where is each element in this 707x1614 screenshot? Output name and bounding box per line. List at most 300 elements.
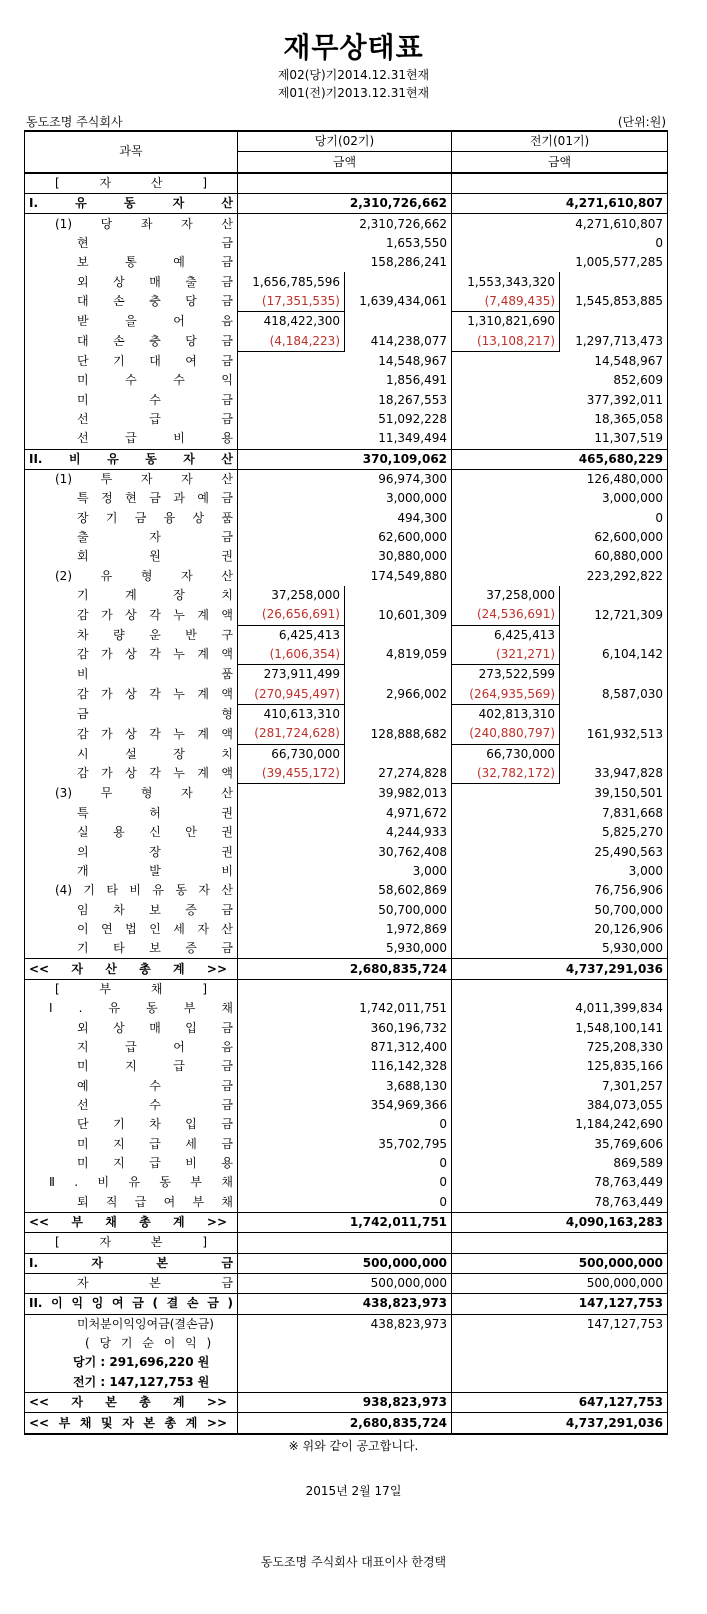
table-row [25,823,668,842]
amount-prior-cell: 4,271,610,807 [560,194,668,214]
amount-current-cell [238,547,345,566]
amount-prior-cell: 1,184,242,690 [560,1115,668,1134]
account-label: 기 타 보 증 금 [25,939,238,959]
amount-current-cell [345,665,452,685]
table-row [25,253,668,272]
table-row [25,1135,668,1154]
amount-current-cell [238,920,345,939]
amount-current-cell: 62,600,000 [345,528,452,547]
balance-sheet-table [24,130,668,1435]
table-row [25,586,668,605]
amount-current-cell: 871,312,400 [345,1038,452,1057]
amount-prior-cell [452,1393,560,1413]
amount-current-cell [345,625,452,645]
table-row [25,429,668,449]
amount-prior-cell: 3,000 [560,862,668,881]
account-label: 단 기 대 여 금 [25,351,238,371]
amount-prior-cell [452,429,560,449]
account-label: << 자 본 총 계 >> [25,1393,238,1413]
table-row [25,881,668,900]
amount-current-cell [238,900,345,919]
period-current: 제02(당)기2014.12.31현재 [277,68,430,82]
account-label: 실 용 신 안 권 [25,823,238,842]
amount-current-cell [238,1273,345,1293]
header-current: 당기(02기) [238,131,452,152]
amount-current-cell: 410,613,310 [238,704,345,724]
amount-prior-cell: 76,756,906 [560,881,668,900]
table-row [25,1018,668,1037]
amount-current-cell: 1,653,550 [345,234,452,253]
account-label: 출 자 금 [25,528,238,547]
date-text: 2015년 2월 17일 [305,1484,402,1498]
table-row [25,900,668,919]
table-row [25,567,668,586]
amount-current-cell [238,1353,345,1372]
account-label: 시 설 장 치 [25,744,238,764]
amount-current-cell: 3,000 [345,862,452,881]
amount-prior-cell: 60,880,000 [560,547,668,566]
account-label: 기 계 장 치 [25,586,238,605]
amount-current-cell: 2,680,835,724 [345,959,452,979]
amount-prior-cell: 1,553,343,320 [452,272,560,291]
table-row [25,842,668,861]
table-row [25,784,668,804]
amount-current-cell: (281,724,628) [238,724,345,744]
amount-current-cell: 500,000,000 [345,1253,452,1273]
amount-prior-cell: 25,490,563 [560,842,668,861]
table-row [25,724,668,744]
amount-current-cell: 96,974,300 [345,469,452,489]
amount-prior-cell [452,862,560,881]
table-row [25,1096,668,1115]
account-label: 선 급 금 [25,410,238,429]
account-label: 개 발 비 [25,862,238,881]
table-row [25,1373,668,1393]
amount-prior-cell: 35,769,606 [560,1135,668,1154]
amount-prior-cell: (7,489,435) [452,292,560,312]
amount-current-cell [238,1077,345,1096]
amount-prior-cell [452,509,560,528]
amount-current-cell [345,586,452,605]
amount-prior-cell [560,272,668,291]
table-row [25,331,668,351]
amount-prior-cell [452,173,560,194]
amount-prior-cell [560,1233,668,1253]
amount-current-cell: 1,639,434,061 [345,292,452,312]
amount-current-cell [238,567,345,586]
amount-current-cell [238,173,345,194]
account-label: 감 가 상 각 누 계 액 [25,685,238,705]
amount-current-cell [238,842,345,861]
amount-current-cell [345,704,452,724]
table-row [25,1057,668,1076]
amount-prior-cell [452,1173,560,1192]
table-row [25,509,668,528]
amount-prior-cell: 147,127,753 [560,1314,668,1334]
company-name: 동도조명 주식회사 [26,115,123,129]
account-label: 외 상 매 출 금 [25,272,238,291]
account-label: 특 허 권 [25,804,238,823]
amount-current-cell: (1,606,354) [238,645,345,665]
amount-prior-cell: 20,126,906 [560,920,668,939]
amount-prior-cell: 6,104,142 [560,645,668,665]
amount-current-cell [238,371,345,390]
amount-current-cell: 3,688,130 [345,1077,452,1096]
amount-current-cell: 1,972,869 [345,920,452,939]
amount-current-cell: 2,310,726,662 [345,214,452,234]
amount-current-cell [238,804,345,823]
account-label: II. 비 유 동 자 산 [25,449,238,469]
amount-prior-cell: 1,005,577,285 [560,253,668,272]
amount-prior-cell: 33,947,828 [560,764,668,784]
amount-current-cell [238,1018,345,1037]
amount-current-cell [238,1373,345,1393]
table-row [25,1393,668,1413]
table-row [25,234,668,253]
amount-prior-cell [452,939,560,959]
amount-prior-cell [452,390,560,409]
account-label: << 부 채 및 자 본 총 계 >> [25,1413,238,1434]
amount-prior-cell [452,351,560,371]
table-row [25,173,668,194]
amount-prior-cell: 4,737,291,036 [560,1413,668,1434]
amount-current-cell: 494,300 [345,509,452,528]
amount-prior-cell [452,920,560,939]
amount-prior-cell [560,312,668,332]
table-row [25,1154,668,1173]
header-amount-current: 금액 [238,152,452,173]
amount-prior-cell [452,1115,560,1134]
amount-current-cell: 30,880,000 [345,547,452,566]
amount-current-cell [238,784,345,804]
amount-current-cell [238,429,345,449]
amount-prior-cell: 3,000,000 [560,489,668,508]
table-row [25,469,668,489]
amount-current-cell: 27,274,828 [345,764,452,784]
amount-current-cell: 4,971,672 [345,804,452,823]
amount-current-cell [238,253,345,272]
table-row [25,272,668,291]
amount-prior-cell: 500,000,000 [560,1273,668,1293]
account-label: 이 연 법 인 세 자 산 [25,920,238,939]
amount-prior-cell: 161,932,513 [560,724,668,744]
amount-prior-cell [452,567,560,586]
period-prior: 제01(전)기2013.12.31현재 [277,86,430,100]
table-row [25,959,668,979]
amount-prior-cell [560,1353,668,1372]
amount-current-cell [238,1096,345,1115]
account-label: (1) 투 자 자 산 [25,469,238,489]
amount-prior-cell: 126,480,000 [560,469,668,489]
amount-prior-cell: 78,763,449 [560,1173,668,1192]
account-label: (4) 기 타 비 유 동 자 산 [25,881,238,900]
amount-current-cell: 11,349,494 [345,429,452,449]
amount-prior-cell [452,1077,560,1096]
amount-current-cell: 30,762,408 [345,842,452,861]
amount-current-cell [345,979,452,999]
amount-current-cell: 1,742,011,751 [345,999,452,1018]
amount-prior-cell: 6,425,413 [452,625,560,645]
amount-prior-cell: 8,587,030 [560,685,668,705]
amount-current-cell: 500,000,000 [345,1273,452,1293]
amount-prior-cell: 1,297,713,473 [560,331,668,351]
account-label: 회 원 권 [25,547,238,566]
amount-prior-cell: 4,090,163,283 [560,1212,668,1232]
amount-current-cell [238,1334,345,1353]
table-row [25,489,668,508]
amount-current-cell: 354,969,366 [345,1096,452,1115]
amount-prior-cell: 50,700,000 [560,900,668,919]
account-label: 대 손 충 당 금 [25,331,238,351]
amount-prior-cell [452,804,560,823]
amount-current-cell: 128,888,682 [345,724,452,744]
amount-prior-cell [560,704,668,724]
amount-prior-cell: 7,301,257 [560,1077,668,1096]
amount-current-cell [238,1115,345,1134]
amount-current-cell: 58,602,869 [345,881,452,900]
amount-current-cell [238,1135,345,1154]
amount-prior-cell [452,1057,560,1076]
amount-current-cell [238,1154,345,1173]
amount-current-cell: (26,656,691) [238,605,345,625]
table-row [25,1294,668,1314]
account-label: 미 수 금 [25,390,238,409]
amount-current-cell: 360,196,732 [345,1018,452,1037]
amount-current-cell [238,1413,345,1434]
amount-prior-cell: (264,935,569) [452,685,560,705]
account-label: Ⅰ . 유 동 부 채 [25,999,238,1018]
amount-current-cell: 938,823,973 [345,1393,452,1413]
amount-current-cell: 5,930,000 [345,939,452,959]
amount-prior-cell: 5,930,000 [560,939,668,959]
amount-prior-cell: 0 [560,509,668,528]
amount-current-cell [238,881,345,900]
table-row [25,1038,668,1057]
amount-prior-cell [452,1253,560,1273]
amount-prior-cell [560,1334,668,1353]
table-row [25,1077,668,1096]
amount-prior-cell: 273,522,599 [452,665,560,685]
amount-current-cell: 66,730,000 [238,744,345,764]
amount-current-cell [238,1253,345,1273]
table-row [25,528,668,547]
amount-current-cell: 4,819,059 [345,645,452,665]
table-row [25,390,668,409]
amount-prior-cell [452,528,560,547]
amount-prior-cell: 1,310,821,690 [452,312,560,332]
amount-current-cell [238,509,345,528]
table-row [25,351,668,371]
amount-current-cell [345,1233,452,1253]
amount-prior-cell: 402,813,310 [452,704,560,724]
amount-prior-cell [452,449,560,469]
amount-prior-cell [452,410,560,429]
amount-prior-cell: 66,730,000 [452,744,560,764]
amount-prior-cell: 384,073,055 [560,1096,668,1115]
table-row [25,1193,668,1213]
amount-prior-cell: 12,721,309 [560,605,668,625]
amount-prior-cell: 465,680,229 [560,449,668,469]
amount-current-cell: (17,351,535) [238,292,345,312]
account-label: 장 기 금 융 상 품 [25,509,238,528]
amount-current-cell [238,862,345,881]
account-label: II. 이 익 잉 여 금 ( 결 손 금 ) [25,1294,238,1314]
amount-current-cell: 0 [345,1154,452,1173]
amount-current-cell: 50,700,000 [345,900,452,919]
amount-current-cell: 14,548,967 [345,351,452,371]
amount-prior-cell [452,547,560,566]
amount-prior-cell [452,214,560,234]
account-label: 미 수 수 익 [25,371,238,390]
account-label: I. 자 본 금 [25,1253,238,1273]
account-label: << 자 산 총 계 >> [25,959,238,979]
amount-current-cell [238,528,345,547]
amount-prior-cell: 852,609 [560,371,668,390]
amount-prior-cell [560,665,668,685]
amount-current-cell: 438,823,973 [345,1294,452,1314]
account-label: [ 자 산 ] [25,173,238,194]
account-label: 자 본 금 [25,1273,238,1293]
amount-prior-cell: 1,548,100,141 [560,1018,668,1037]
amount-current-cell: 438,823,973 [345,1314,452,1334]
amount-current-cell [238,979,345,999]
table-row [25,449,668,469]
amount-prior-cell: 147,127,753 [560,1294,668,1314]
amount-prior-cell: 5,825,270 [560,823,668,842]
account-label: 단 기 차 입 금 [25,1115,238,1134]
amount-current-cell: 37,258,000 [238,586,345,605]
amount-current-cell: 158,286,241 [345,253,452,272]
amount-prior-cell [452,1233,560,1253]
page-title: 재무상태표 [283,31,424,64]
amount-current-cell: 0 [345,1193,452,1213]
amount-current-cell [238,449,345,469]
amount-current-cell: 1,742,011,751 [345,1212,452,1232]
amount-prior-cell [452,1373,560,1393]
account-label: << 부 채 총 계 >> [25,1212,238,1232]
amount-current-cell: 35,702,795 [345,1135,452,1154]
amount-prior-cell [452,234,560,253]
account-label: 지 급 어 음 [25,1038,238,1057]
amount-prior-cell: (32,782,172) [452,764,560,784]
account-label: 감 가 상 각 누 계 액 [25,764,238,784]
table-row [25,1212,668,1232]
amount-prior-cell [452,999,560,1018]
table-row [25,665,668,685]
amount-prior-cell [452,979,560,999]
table-row [25,744,668,764]
account-label: I. 유 동 자 산 [25,194,238,214]
amount-current-cell: 2,310,726,662 [345,194,452,214]
amount-current-cell: 1,656,785,596 [238,272,345,291]
amount-prior-cell: 78,763,449 [560,1193,668,1213]
amount-prior-cell: 37,258,000 [452,586,560,605]
amount-prior-cell [452,1135,560,1154]
amount-prior-cell [560,173,668,194]
header-amount-prior: 금액 [452,152,668,173]
amount-current-cell: 0 [345,1173,452,1192]
amount-prior-cell [452,1273,560,1293]
table-row [25,804,668,823]
amount-current-cell: 4,244,933 [345,823,452,842]
account-label: 감 가 상 각 누 계 액 [25,645,238,665]
account-label: 특 정 현 금 과 예 금 [25,489,238,508]
amount-prior-cell: 500,000,000 [560,1253,668,1273]
amount-prior-cell: 11,307,519 [560,429,668,449]
amount-prior-cell [452,1294,560,1314]
header-prior: 전기(01기) [452,131,668,152]
unit-label: (단위:원) [617,115,666,129]
account-label: 받 을 어 음 [25,312,238,332]
amount-current-cell [238,194,345,214]
account-label: [ 부 채 ] [25,979,238,999]
amount-current-cell: 370,109,062 [345,449,452,469]
amount-prior-cell [452,784,560,804]
amount-prior-cell [452,1353,560,1372]
amount-prior-cell: 125,835,166 [560,1057,668,1076]
amount-current-cell [238,1294,345,1314]
amount-current-cell [238,410,345,429]
amount-current-cell: 3,000,000 [345,489,452,508]
amount-prior-cell [560,625,668,645]
amount-prior-cell [452,469,560,489]
account-label: 당기 : 291,696,220 원 [25,1353,238,1372]
signature-text: 동도조명 주식회사 대표이사 한경택 [260,1555,447,1569]
amount-current-cell: 0 [345,1115,452,1134]
amount-prior-cell: 647,127,753 [560,1393,668,1413]
amount-current-cell [345,744,452,764]
amount-current-cell: 116,142,328 [345,1057,452,1076]
table-row [25,1173,668,1192]
amount-prior-cell: 1,545,853,885 [560,292,668,312]
amount-current-cell [238,823,345,842]
table-row [25,1334,668,1353]
table-row [25,194,668,214]
amount-prior-cell: (13,108,217) [452,331,560,351]
account-label: 금 형 [25,704,238,724]
account-label: 예 수 금 [25,1077,238,1096]
amount-current-cell [238,1233,345,1253]
table-row [25,704,668,724]
table-row [25,645,668,665]
table-row [25,1273,668,1293]
amount-current-cell [238,1314,345,1334]
account-label: 미 지 급 세 금 [25,1135,238,1154]
amount-prior-cell [560,979,668,999]
account-label: 의 장 권 [25,842,238,861]
amount-prior-cell: 4,271,610,807 [560,214,668,234]
table-row [25,547,668,566]
table-row [25,1353,668,1372]
amount-current-cell: 2,680,835,724 [345,1413,452,1434]
amount-prior-cell: 7,831,668 [560,804,668,823]
table-row [25,625,668,645]
amount-current-cell [345,312,452,332]
account-label: ( 당 기 순 이 익 ) [25,1334,238,1353]
account-label: 대 손 충 당 금 [25,292,238,312]
amount-prior-cell: 39,150,501 [560,784,668,804]
header-account: 과목 [25,131,238,173]
table-row [25,862,668,881]
amount-prior-cell [452,1413,560,1434]
amount-prior-cell [452,194,560,214]
amount-prior-cell: 377,392,011 [560,390,668,409]
table-row [25,1253,668,1273]
amount-current-cell: 418,422,300 [238,312,345,332]
amount-prior-cell [452,1193,560,1213]
account-label: 임 차 보 증 금 [25,900,238,919]
amount-current-cell: 1,856,491 [345,371,452,390]
